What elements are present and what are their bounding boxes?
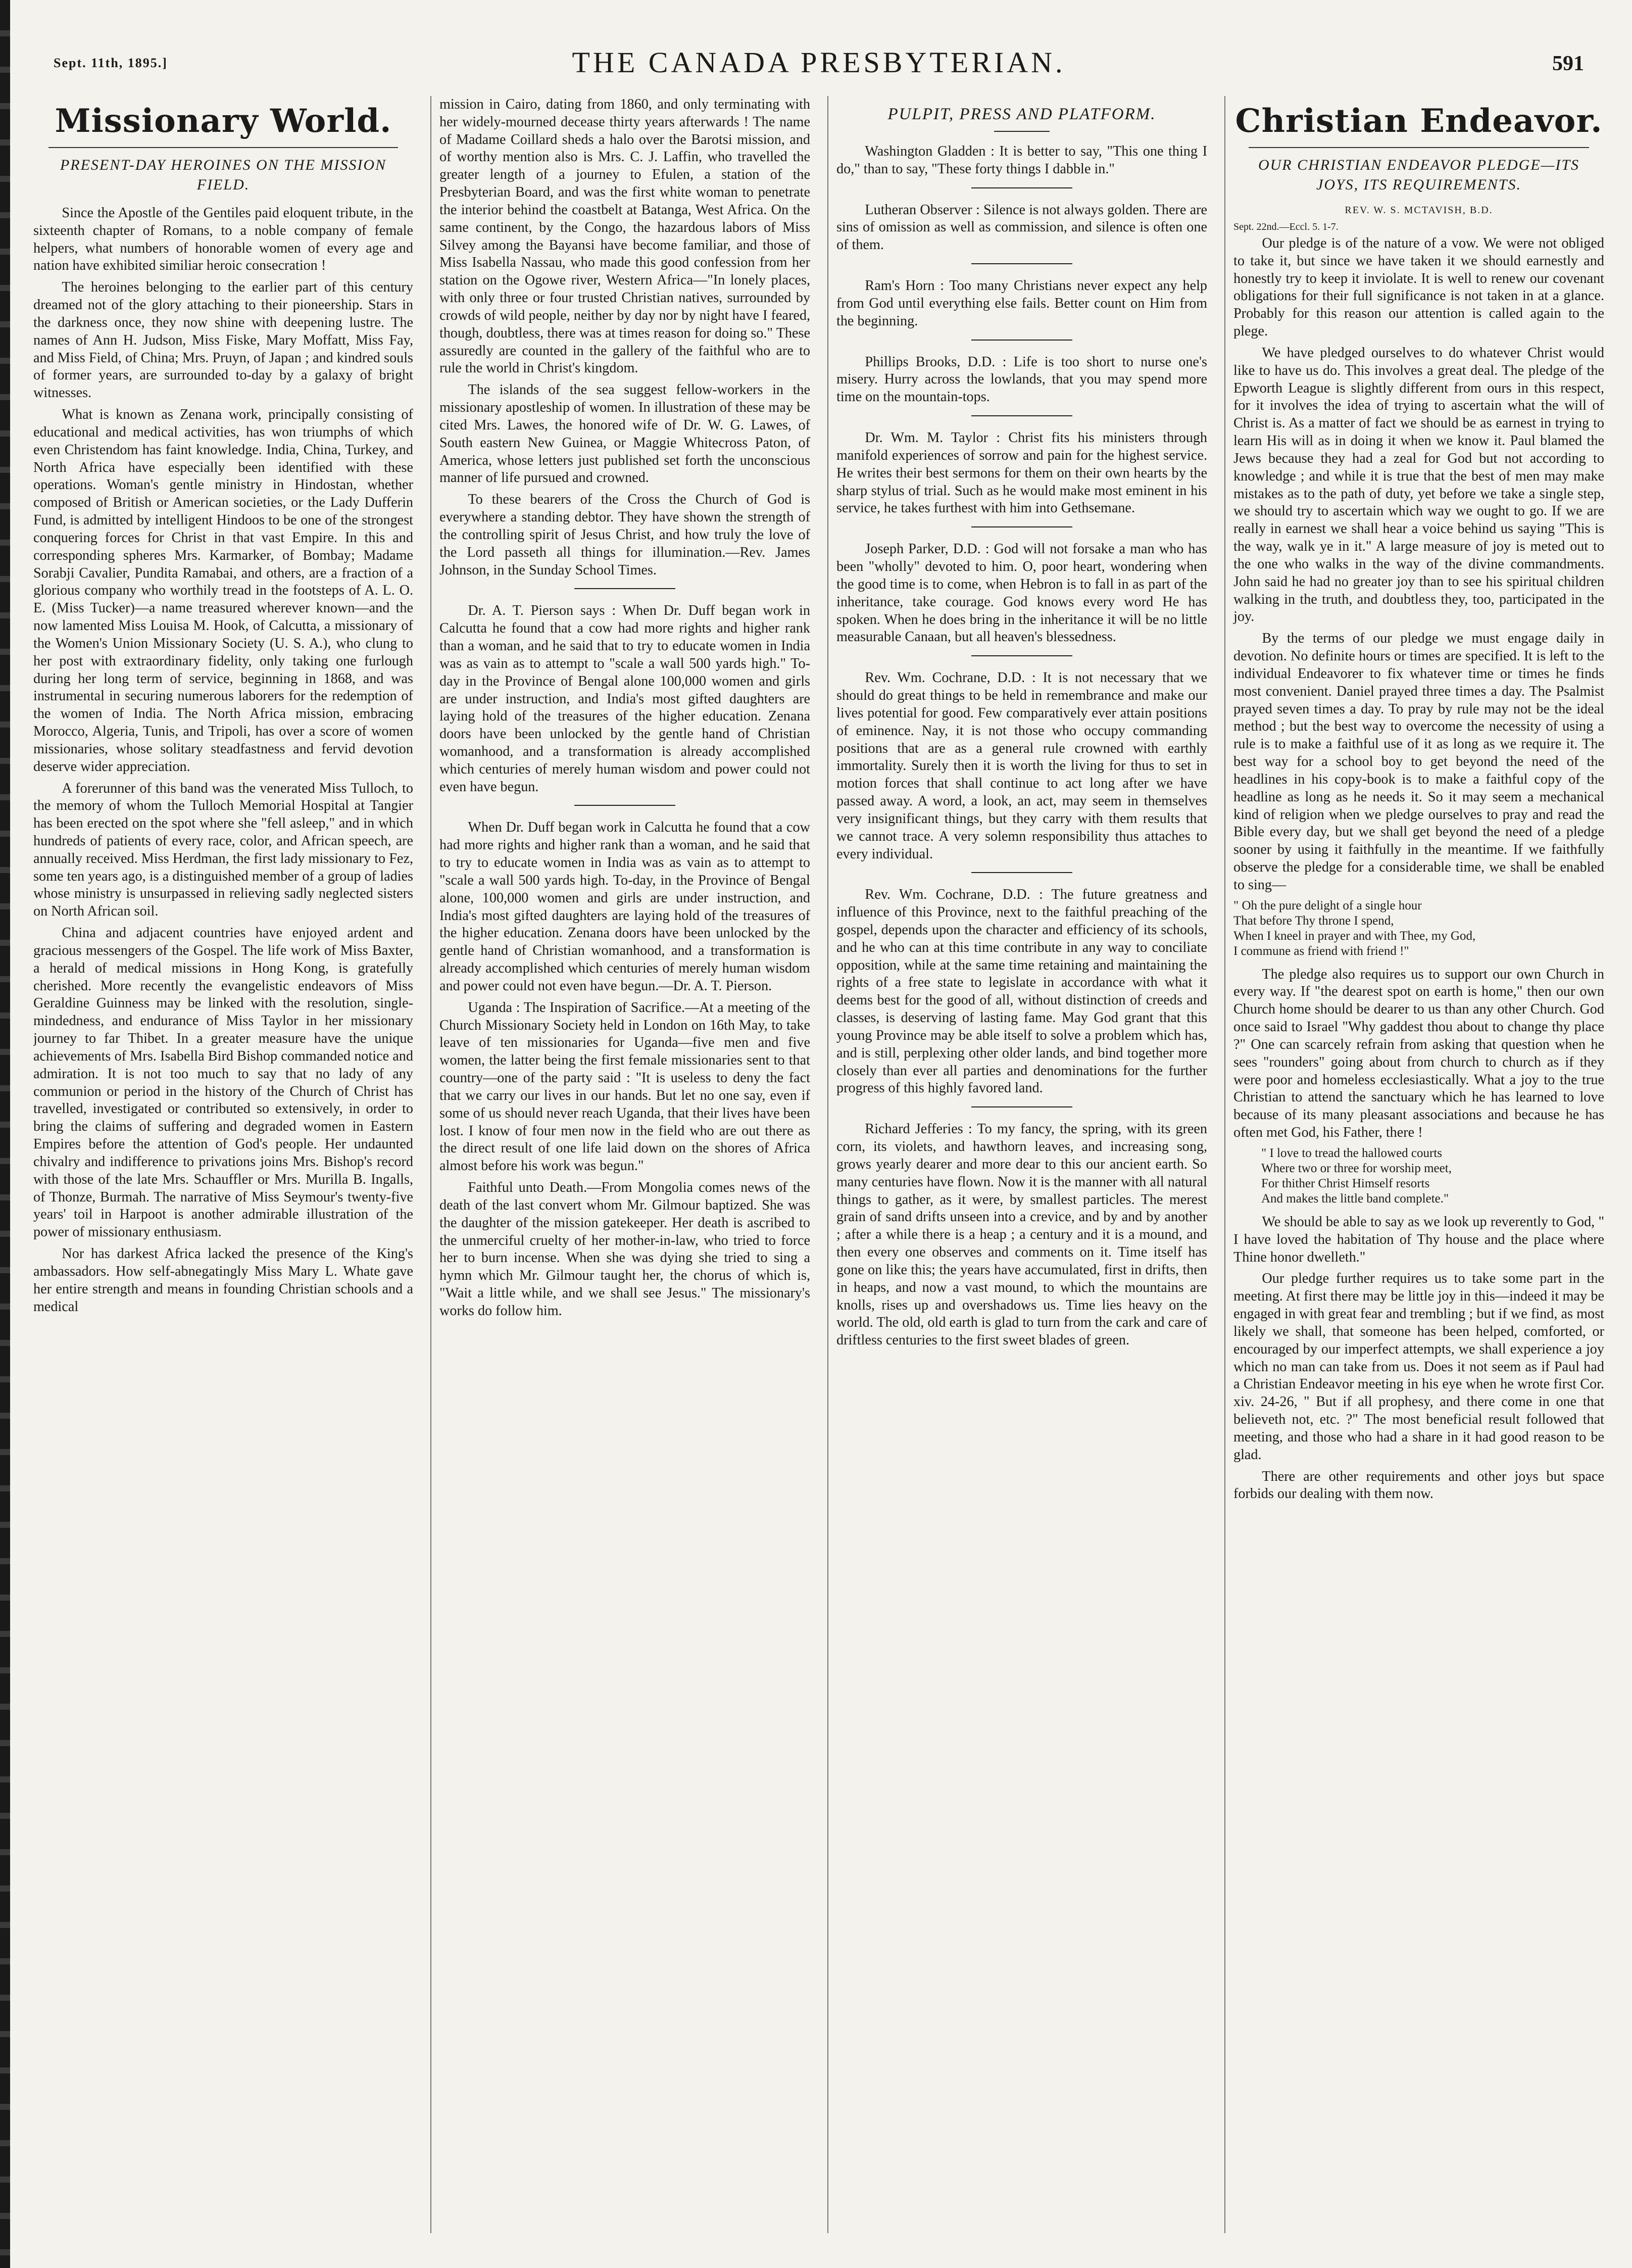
quote-item: Washington Gladden : It is better to say, "This one thing I do," than to say, "These forty things I dabble in." <box>836 143 1207 177</box>
article-paragraph: What is known as Zenana work, principally consisting of educational and medical activities, has won triumphs of which even Christendom has faint knowledge. India, China, Turkey, and North Africa have especially been identified with these operations. Woman's gentle ministry in Hindostan, whether composed of British or American societies, or the Lady Dufferin Fund, is admitted by intelligent Hindoos to be one of the strongest conquering forces for Christ in that vast Empire. In this and corresponding spheres Mrs. Karmarker, of Bombay; Madame Sorabji Cavalier, Pundita Ramabai, and others, are a fraction of a glorious company who worthily tread in the footsteps of A. L. O. E. (Miss Tucker)—a name treasured wherever known—and the now lamented Miss Louisa M. Hook, of Calcutta, a missionary of the Women's Union Missionary Society (U. S. A.), who clung to her post with extraordinary fidelity, only taking one furlough during her long term of service, beginning in 1868, and was instrumental in securing numerous laborers for the redemption of the women of India. The North Africa mission, embracing Morocco, Algeria, Tunis, and Tripoli, has over a score of women missionaries, whose solitary steadfastness and fervid devotion deserve wider appreciation. <box>33 407 413 775</box>
section-divider <box>971 526 1072 527</box>
quote-item: Rev. Wm. Cochrane, D.D. : It is not necessary that we should do great things to be held in remembrance and make our lives potential for good. Few comparatively ever attain positions of eminence. Nay, it is not those who occupy commanding positions that are as a general rule crowned with earthly immortality. Surely then it is worth the living for thus to set in motion forces that shall continue to act long after we have passed away. A word, a look, an act, may seem in themselves very insignificant things, but they carry with them results that we cannot trace. A very solemn responsibility thus attaches to every individual. <box>836 670 1207 862</box>
section-divider <box>994 131 1050 132</box>
article-paragraph: Our pledge is of the nature of a vow. We were not obliged to take it, but since we have taken it we should earnestly and honestly try to keep it inviolate. It is well to renew our covenant obligations for their full significance is not taken in at a glance. Probably for this reason our attention is called again to the plege. <box>1233 235 1604 340</box>
newspaper-page <box>33 40 1604 2243</box>
column-pulpit-press-platform <box>827 96 1207 2233</box>
poem-line: Where two or three for worship meet, <box>1261 1161 1452 1175</box>
column-missionary-world <box>33 96 413 2233</box>
section-divider <box>971 1106 1072 1107</box>
section-divider <box>971 340 1072 341</box>
publication-title: THE CANADA PRESBYTERIAN. <box>572 46 1066 79</box>
article-paragraph: The islands of the sea suggest fellow-workers in the missionary apostleship of women. In illustration of these may be cited Mrs. Lawes, the honored wife of Dr. W. G. Lawes, of South eastern New Guinea, or Maggie Whitecross Paton, of America, whose letters just published set forth the unconscious manner of life pursued and crowned. <box>439 382 810 486</box>
issue-date: Sept. 11th, 1895.] <box>54 56 168 70</box>
article-paragraph: We should be able to say as we look up reverently to God, " I have loved the habitation of Thy house and the place where Thine honor dwelleth." <box>1233 1214 1604 1265</box>
hymn-quote <box>1233 898 1604 959</box>
section-divider <box>574 588 675 589</box>
heroines-article-body <box>33 205 413 1316</box>
poem-line: And makes the little band complete." <box>1261 1191 1449 1205</box>
article-paragraph: To these bearers of the Cross the Church of God is everywhere a standing debtor. They have shown the strength of the controlling spirit of Jesus Christ, and how truly the love of the Lord passeth all things for illumination.—Rev. James Johnson, in the Sunday School Times. <box>439 492 810 578</box>
pierson-note: Dr. A. T. Pierson says : When Dr. Duff began work in Calcutta he found that a cow had more rights and higher rank than a woman, and he said that to try to educate women in India was as vain as to attempt to "scale a wall 500 yards high." To-day in the Province of Bengal alone 100,000 women and girls are under instruction, and India's most gifted daughters are laying hold of the treasures of the higher education. Zenana doors have been unlocked by the gentle hand of Christian womanhood, and a transformation is already accomplished which centuries of merely human wisdom and power could not even have begun. <box>439 603 810 795</box>
quote-item: Rev. Wm. Cochrane, D.D. : The future greatness and influence of this Province, next to the faithful preaching of the gospel, depends upon the character and efficiency of its schools, and he who can at this time contribute in any way to conciliate opposition, while at the same time retaining and maintaining the rights of a free state to legislate in accordance with what it deems best for the good of all, without distinction of creeds and classes, is deserving of lasting fame. May God grant that this young Province may be able itself to solve a problem which has, and is still, perplexing other older lands, and bind together more closely than ever all parties and denominations for the further progress of this highly favored land. <box>836 887 1207 1096</box>
binding-edge <box>0 0 10 2268</box>
article-paragraph: By the terms of our pledge we must engage daily in devotion. No definite hours or times are specified. It is left to the individual Endeavorer to fix whatever time or times he finds most convenient. Daniel prayed three times a day. The Psalmist prayed seven times a day. To pray by rule may not be the ideal method ; but the best way to overcome the necessity of using a rule is to make a faithful use of it as long as we require it. The best way for a school boy to get beyond the need of the headlines in his copy-book is to make a faithful copy of the headline as long as he needs it. So it may seem a mechanical kind of religion when we pledge ourselves to pray and read the Bible every day, but we shall get beyond the need of a pledge sooner by using it faithfully in the meantime. If we faithfully observe the pledge for a considerable time, we shall be enabled to sing— <box>1233 631 1604 893</box>
quote-item: Phillips Brooks, D.D. : Life is too short to nurse one's misery. Hurry across the lowlands, that you may spend more time on the mountain-tops. <box>836 354 1207 405</box>
running-header <box>33 40 1604 91</box>
article-paragraph: The pledge also requires us to support our own Church in every way. If "the dearest spot on earth is home," then our own Church home should be dearer to us than any other Church. God once said to Israel "Why gaddest thou about to change thy place ?" One can scarcely refrain from asking that question when he sees "rounders" going about from church to church as if they were poor and homeless ecclesiastically. What a joy to the true Christian to attend the sanctuary which he has learned to love because of its many pleasant associations and because he has often met God, his Father, there ! <box>1233 966 1604 1141</box>
lesson-dateline: Sept. 22nd.—Eccl. 5. 1-7. <box>1233 221 1339 232</box>
author-byline: REV. W. S. MCTAVISH, B.D. <box>1345 205 1493 216</box>
section-divider <box>971 872 1072 873</box>
section-divider <box>574 805 675 806</box>
section-divider <box>971 415 1072 416</box>
quote-item: Ram's Horn : Too many Christians never expect any help from God until everything else fails. Better count on Him from the beginning. <box>836 278 1207 329</box>
missionary-world-masthead: Missionary World. <box>55 102 392 140</box>
quote-item: Joseph Parker, D.D. : God will not forsake a man who has been "wholly" devoted to him. O, poor heart, wondering when the good time is to come, when Hebron is to fall in as part of the inheritance, take courage. God knows every word He has spoken. When he does bring in the inheritance it will be no little measurable Canaan, but all heaven's blessedness. <box>836 541 1207 645</box>
poem-line: When I kneel in prayer and with Thee, my God, <box>1233 929 1476 943</box>
section-divider <box>971 655 1072 656</box>
page-number: 591 <box>1552 52 1584 75</box>
poem-line: For thither Christ Himself resorts <box>1261 1176 1430 1190</box>
article-paragraph: We have pledged ourselves to do whatever Christ would like to have us do. This involves a great deal. The pledge of the Epworth League is slightly different from ours in this respect, for it involves the idea of trying to ascertain what the will of Christ is. As a matter of fact we should be as earnest in trying to learn His will as in doing it when we know it. Paul blamed the Jews because they had a zeal for God but not according to knowledge ; and while it is true that the best of men may make mistakes as to the path of duty, yet before we take a single step, we should try to ascertain which way we ought to go. If we are really in earnest we shall hear a voice behind us saying "This is the way, walk ye in it." A large measure of joy is meted out to the one who walks in the way of the divine commandments. John said he had no greater joy than to see his spiritual children walking in the truth, and doubtless they, too, participated in the joy. <box>1233 345 1604 625</box>
pledge-article-title: OUR CHRISTIAN ENDEAVOR PLEDGE—ITS JOYS, ITS REQUIREMENTS. <box>1249 147 1589 195</box>
heroines-article-title: PRESENT-DAY HEROINES ON THE MISSION FIELD. <box>48 147 398 195</box>
quote-item: Richard Jefferies : To my fancy, the spring, with its green corn, its violets, and hawthorn leaves, and increasing song, grows yearly dearer and more dear to this our ancient earth. So many centuries have flown. Now it is the manner with all natural things to gather, as it were, by smallest particles. The merest grain of sand drifts unseen into a crevice, and by and by another ; after a while there is a heap ; a century and it is a mound, and then every one observes and comments on it. Time itself has gone on like this; the years have accumulated, first in drifts, then in heaps, and now a vast mound, to which the mountains are knolls, rises up and overshadows us. Time lies heavy on the world. The old, old earth is glad to turn from the cark and care of driftless centuries to the first sweet blades of green. <box>836 1121 1207 1348</box>
article-paragraph: The heroines belonging to the earlier part of this century dreamed not of the glory attaching to their pioneership. Stars in the darkness once, they now shine with deepening lustre. The names of Ann H. Judson, Miss Fiske, Mary Moffatt, Miss Fay, and Miss Field, of China; Mrs. Pruyn, of Japan ; and kindred souls of former years, are surrounded to-day by a galaxy of bright witnesses. <box>33 279 413 401</box>
article-paragraph: Nor has darkest Africa lacked the presence of the King's ambassadors. How self-abnegatingly Miss Mary L. Whate gave her entire strength and means in founding Christian schools and a medical <box>33 1246 413 1315</box>
article-columns <box>33 96 1604 2233</box>
poem-line: I commune as friend with friend !" <box>1233 944 1409 958</box>
section-divider <box>971 187 1072 188</box>
uganda-note: Uganda : The Inspiration of Sacrifice.—At a meeting of the Church Missionary Society held in London on 16th May, to take leave of ten missionaries for Uganda—five men and five women, the latter being the first female missionaries sent to that country—one of the party said : "It is useless to deny the fact that we carry our lives in our hands. But let no one say, even if some of us should never reach Uganda, that their lives have been lost. I know of four men now in the field who are out there as the direct result of one life laid down on the shores of Africa almost before his work was begun." <box>439 999 810 1174</box>
article-paragraph: A forerunner of this band was the venerated Miss Tulloch, to the memory of whom the Tulloch Memorial Hospital at Tangier has been erected on the spot where she "fell asleep," and in which hundreds of patients of every race, color, and African speech, are annually received. Miss Herdman, the first lady missionary to Fez, some ten years ago, is a distinguished member of a group of ladies whose ministry is unsurpassed in relieving sadly neglected sisters on North African soil. <box>33 780 413 920</box>
section-divider <box>971 263 1072 264</box>
quote-item: Lutheran Observer : Silence is not always golden. There are sins of omission as well as commission, and silence is often one of them. <box>836 202 1207 253</box>
article-paragraph: mission in Cairo, dating from 1860, and only terminating with her widely-mourned decease thirty years afterwards ! The name of Madame Coillard sheds a halo over the Barotsi mission, and of worthy mention also is Mrs. C. J. Laffin, who travelled the greater length of a journey to Efulen, a station of the Presbyterian Board, and was the first white woman to penetrate the interior behind the coastbelt at Batanga, West Africa. On the same continent, by the Congo, the hazardous labors of Miss Silvey among the Bayansi have become familiar, and those of Miss Isabella Nassau, who made this good confession from her station on the Ogowe river, Western Africa—"In lonely places, with only three or four trusted Christian natives, surrounded by crowds of wild people, neither by day nor by night have I feared, though, doubtless, there was at times reason for doing so." These assuredly are counted in the gallery of the faithful who are to rule the world in Christ's kingdom. <box>439 96 810 376</box>
hymn-quote <box>1233 1146 1604 1207</box>
quote-item: Dr. Wm. M. Taylor : Christ fits his ministers through manifold experiences of sorrow and pain for the highest service. He writes their best sermons for them on their own hearts by the sharp stylus of trial. Such as he would make most eminent in his service, he takes furthest with him into Gethsemane. <box>836 430 1207 516</box>
christian-endeavor-masthead: Christian Endeavor. <box>1235 102 1603 140</box>
pulpit-section-title: PULPIT, PRESS AND PLATFORM. <box>887 105 1156 123</box>
article-paragraph: Since the Apostle of the Gentiles paid eloquent tribute, in the sixteenth chapter of Romans, to a noble company of female helpers, what numbers of honorable women of every age and nation have exhibited similiar heroic consecration ! <box>33 205 413 274</box>
mongolia-note: Faithful unto Death.—From Mongolia comes news of the death of the last convert whom Mr. Gilmour baptized. She was the daughter of the mission gatekeeper. Her death is ascribed to the unmerciful cruelty of her mother-in-law, who tried to force her to burn incense. When she was dying she tried to sing a hymn which Mr. Gilmour taught her, the chorus of which is, "Wait a little while, and we shall see Jesus." The missionary's works do follow him. <box>439 1180 810 1319</box>
column-christian-endeavor <box>1224 96 1604 2233</box>
poem-line: " Oh the pure delight of a single hour <box>1233 898 1422 912</box>
column-missionary-continued <box>430 96 810 2233</box>
article-paragraph: China and adjacent countries have enjoyed ardent and gracious messengers of the Gospel. The life work of Miss Baxter, a herald of medical missions in Hong Kong, is gratefully cherished. More recently the evangelistic endeavors of Miss Geraldine Guinness may be linked with the resolution, single-mindedness, and endurance of Miss Taylor in her missionary journey to far Thibet. In a greater measure have the unique achievements of Mrs. Isabella Bird Bishop commanded notice and admiration. It is not too much to say that no lady of any communion or period in the history of the Church of Christ has travelled, investigated or contributed so extensively, in order to bring the claims of suffering and degraded women in Eastern Empires before the attention of God's people. Her undaunted chivalry and indifference to privations joins Mrs. Bishop's record with those of the late Mrs. Schauffler or Mrs. Murilla B. Ingalls, of Thonze, Burmah. The narrative of Miss Seymour's twenty-five years' toil in Harpoot is another admirable illustration of the power of missionary enthusiasm. <box>33 925 413 1240</box>
poem-line: " I love to tread the hallowed courts <box>1261 1146 1443 1160</box>
poem-line: That before Thy throne I spend, <box>1233 913 1394 928</box>
article-paragraph: When Dr. Duff began work in Calcutta he found that a cow had more rights and higher rank than a woman, and he said that to try to educate women in India was as vain as to attempt to "scale a wall 500 yards high. To-day, in the Province of Bengal alone, 100,000 women and girls are under instruction, and India's most gifted daughters are laying hold of the treasures of the higher education. Zenana doors have been unlocked by the gentle hand of Christian womanhood, and a transformation is already accomplished which centuries of merely human wisdom and power could not even have begun.—Dr. A. T. Pierson. <box>439 819 810 994</box>
article-paragraph: Our pledge further requires us to take some part in the meeting. At first there may be little joy in this—indeed it may be engaged in with great fear and trembling ; but if we find, as most likely we shall, that someone has been helped, comforted, or encouraged by our imperfect attempts, we shall experience a joy which no man can take from us. Does it not seem as if Paul had a Christian Endeavor meeting in his eye when he wrote first Cor. xiv. 24-26, " But if all prophesy, and there come in one that believeth not, etc. ?" The most beneficial result followed that meeting, and those who had a share in it had good reason to be glad. <box>1233 1271 1604 1463</box>
article-paragraph: There are other requirements and other joys but space forbids our dealing with them now. <box>1233 1468 1604 1502</box>
